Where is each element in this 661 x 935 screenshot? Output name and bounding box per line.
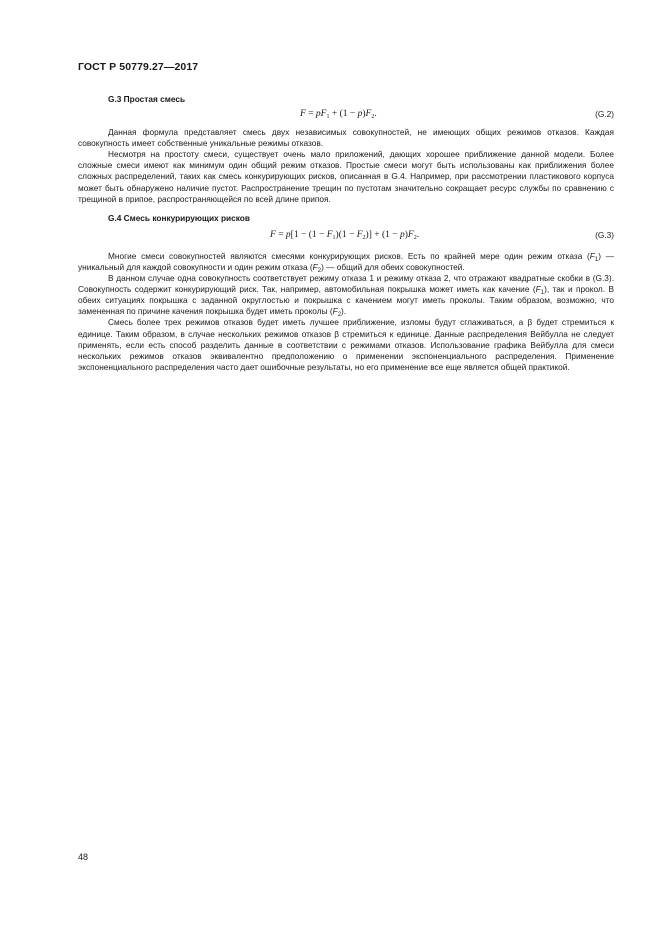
formula-g3-number: (G.3) xyxy=(595,229,614,240)
paragraph: Смесь более трех режимов отказов будет иметь лучшее приближение, изломы будут сглаживаться, а β будет стремиться к единице. Таким образом, в случае нескольких режимов отказов β стремиться к единице. Данные распределения Вейбулла не следует применять, если есть способ разделить данные в соответствии с режимами отказов. Использование графика Вейбулла для смеси нескольких режимов отказов эквивалентно предположению о применении экспоненциального распределения. Применение экспоненциального распределения часто дает ошибочные результаты, но его применение все еще является общей практикой. xyxy=(78,317,614,372)
paragraph: В данном случае одна совокупность соответствует режиму отказа 1 и режиму отказа 2, что отражают квадратные скобки в (G.3). Совокупность содержит конкурирующий риск. Так, например, автомобильная покрышка может иметь как качение $(F_1)$, так и прокол. В обеих ситуациях покрышка с заданной округлостью и покрышка с качением могут иметь проколы. Таким образом, возможно, что замененная по причине качения покрышка будет иметь проколы $(F_2)$. xyxy=(78,273,615,319)
section-heading-g3: G.3 Простая смесь xyxy=(108,94,186,104)
document-body xyxy=(78,94,614,373)
paragraph: Данная формула представляет смесь двух независимых совокупностей, не имеющих общих режимов отказов. Каждая совокупность имеет собственные уникальные режимы отказов. xyxy=(78,127,614,149)
formula-g2 xyxy=(78,109,614,123)
page-number: 48 xyxy=(78,852,89,862)
paragraph: Несмотря на простоту смеси, существует очень мало приложений, дающих хорошее приближение данной модели. Более сложные смеси имеют как минимум один общий режим отказов. Простые смеси могут быть использованы как приближения более сложных распределений, таких как смесь конкурирующих рисков, описанная в G.4. Например, при рассмотрении пластикового корпуса может быть обнаружено наличие пустот. Распространение трещин по пустотам значительно сокращает ресурс службы по сравнению с трещиной в припое, распространяющейся по всей длине припоя. xyxy=(78,149,614,204)
formula-g3-expression: $F = p[1 - (1 - F_1)(1 - F_2)] + (1 - p)F_2$. xyxy=(270,229,420,241)
formula-g2-expression: $F = pF_1 + (1 - p)F_2$. xyxy=(300,109,377,121)
section-heading-g4: G.4 Смесь конкурирующих рисков xyxy=(108,212,250,223)
paragraph: Многие смеси совокупностей являются смесями конкурирующих рисков. Есть по крайней мере один режим отказа $(F_1)$ — уникальный для каждой совокупности и один режим отказа $(F_2)$ — общий для обеих совокупностей. xyxy=(78,250,614,274)
formula-g2-number: (G.2) xyxy=(595,109,614,120)
formula-g3 xyxy=(78,230,614,244)
document-header: ГОСТ Р 50779.27—2017 xyxy=(78,61,199,73)
